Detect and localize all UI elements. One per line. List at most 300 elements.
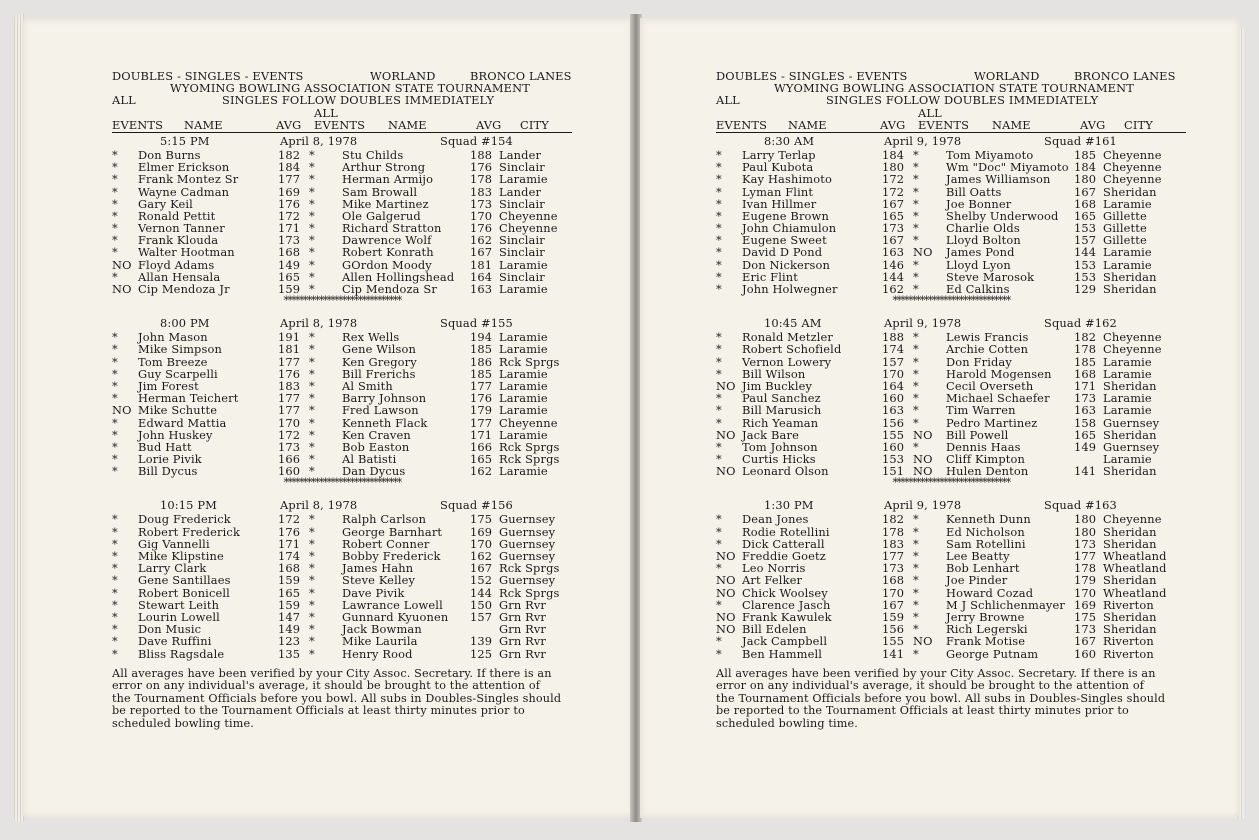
squad-row bbox=[112, 648, 572, 660]
bowler-name-1: Dick Catterall bbox=[742, 536, 825, 551]
bowler-avg-1: 180 bbox=[882, 160, 905, 175]
events-mark-2: * bbox=[913, 184, 919, 199]
bowler-name-2: Cip Mendoza Sr bbox=[342, 282, 437, 296]
bowler-avg-1: 166 bbox=[278, 452, 301, 467]
bowler-avg-2: 170 bbox=[470, 536, 493, 551]
bowler-name-2: Joe Bonner bbox=[946, 196, 1012, 211]
bowler-avg-2: 178 bbox=[1074, 342, 1097, 357]
bowler-name-1: John Holwegner bbox=[742, 282, 838, 296]
bowler-avg-1: 135 bbox=[278, 646, 301, 661]
events-mark-1: * bbox=[112, 452, 118, 467]
events-mark-1: * bbox=[112, 597, 118, 612]
bowler-avg-2: 166 bbox=[470, 439, 493, 454]
bowler-city: Sheridan bbox=[1103, 282, 1157, 296]
events-mark-2: * bbox=[309, 391, 315, 406]
left-page-content bbox=[112, 70, 572, 731]
bowler-avg-1: 160 bbox=[278, 464, 301, 479]
column-header-row bbox=[112, 119, 572, 131]
bowler-avg-2: 152 bbox=[470, 573, 493, 588]
header-tournament: WYOMING BOWLING ASSOCIATION STATE TOURNAMENT bbox=[774, 81, 1134, 96]
bowler-name-2: Lloyd Lyon bbox=[946, 257, 1011, 272]
bowler-name-2: Tim Warren bbox=[946, 403, 1016, 418]
squad-heading bbox=[112, 135, 572, 149]
bowler-avg-1: 149 bbox=[278, 257, 301, 272]
squad-row bbox=[716, 417, 1186, 429]
right-page bbox=[640, 18, 1240, 818]
events-mark-2: * bbox=[913, 609, 919, 624]
bowler-name-1: Larry Clark bbox=[138, 561, 207, 576]
bowler-name-2: Gene Wilson bbox=[342, 342, 417, 357]
squad-row bbox=[716, 513, 1186, 525]
events-mark-2: * bbox=[309, 378, 315, 393]
bowler-name-2: Arthur Strong bbox=[342, 160, 426, 175]
bowler-city: Riverton bbox=[1103, 646, 1154, 661]
bowler-avg-2: 157 bbox=[1074, 233, 1097, 248]
events-mark-2: * bbox=[913, 233, 919, 248]
squad-time: 10:15 PM bbox=[160, 498, 217, 513]
bowler-city: Laramie bbox=[499, 342, 548, 357]
bowler-avg-2: 173 bbox=[1074, 536, 1097, 551]
bowler-name-1: Jack Bare bbox=[742, 427, 799, 442]
bowler-name-2: Lewis Francis bbox=[946, 330, 1029, 345]
bowler-name-1: John Mason bbox=[138, 330, 208, 345]
bowler-avg-2: 181 bbox=[470, 257, 493, 272]
bowler-avg-2: 167 bbox=[470, 561, 493, 576]
bowler-name-1: Stewart Leith bbox=[138, 597, 220, 612]
squad-row bbox=[716, 259, 1186, 271]
events-mark-1: * bbox=[112, 573, 118, 588]
events-mark-2: * bbox=[309, 634, 315, 649]
bowler-avg-1: 167 bbox=[882, 597, 905, 612]
bowler-name-1: John Chiamulon bbox=[742, 221, 837, 236]
bowler-name-1: Guy Scarpelli bbox=[138, 366, 218, 381]
events-mark-1: NO bbox=[716, 464, 736, 479]
bowler-avg-1: 183 bbox=[278, 378, 301, 393]
bowler-name-1: Eugene Brown bbox=[742, 208, 829, 223]
events-mark-1: * bbox=[112, 354, 118, 369]
bowler-city: Laramie bbox=[1103, 403, 1152, 418]
bowler-name-1: Leonard Olson bbox=[742, 464, 829, 479]
events-mark-2: * bbox=[913, 597, 919, 612]
bowler-city: Sinclair bbox=[499, 245, 545, 260]
bowler-name-1: Robert Schofield bbox=[742, 342, 842, 357]
bowler-name-1: Frank Klouda bbox=[138, 233, 219, 248]
bowler-avg-1: 167 bbox=[882, 196, 905, 211]
bowler-name-1: Walter Hootman bbox=[138, 245, 235, 260]
squad-heading bbox=[112, 499, 572, 513]
bowler-name-2: Pedro Martinez bbox=[946, 415, 1038, 430]
events-mark-2: * bbox=[913, 549, 919, 563]
events-mark-2: * bbox=[913, 646, 919, 661]
bowler-avg-2: 165 bbox=[1074, 427, 1097, 442]
bowler-name-1: Lorie Pivik bbox=[138, 452, 202, 467]
bowler-name-1: Ivan Hillmer bbox=[742, 196, 817, 211]
events-mark-1: * bbox=[112, 378, 118, 393]
bowler-avg-1: 172 bbox=[882, 184, 905, 199]
bowler-avg-1: 177 bbox=[278, 391, 301, 406]
right-page-content bbox=[716, 70, 1186, 731]
squad-date: April 9, 1978 bbox=[884, 133, 962, 148]
bowler-avg-1: 177 bbox=[882, 549, 905, 563]
bowler-avg-2: 139 bbox=[470, 634, 493, 649]
bowler-name-2: Al Batisti bbox=[342, 452, 397, 467]
squad-row bbox=[112, 343, 572, 355]
bowler-avg-2: 184 bbox=[1074, 160, 1097, 175]
bowler-city: Grn Rvr bbox=[499, 622, 547, 637]
bowler-name-2: M J Schlichenmayer bbox=[946, 597, 1065, 612]
squad-row bbox=[112, 283, 572, 295]
bowler-avg-2: 153 bbox=[1074, 221, 1097, 236]
events-mark-2: * bbox=[913, 172, 919, 187]
bowler-avg-1: 178 bbox=[882, 524, 905, 539]
squad-date: April 8, 1978 bbox=[280, 498, 358, 513]
bowler-name-1: Floyd Adams bbox=[138, 257, 215, 272]
events-mark-2: * bbox=[309, 366, 315, 381]
bowler-name-1: David D Pond bbox=[742, 245, 823, 260]
squad-row bbox=[716, 186, 1186, 198]
squad-row bbox=[716, 343, 1186, 355]
events-mark-1: * bbox=[112, 221, 118, 236]
events-mark-2: NO bbox=[913, 245, 933, 260]
squad-row bbox=[716, 648, 1186, 660]
bowler-city: Laramie bbox=[499, 282, 548, 296]
bowler-avg-1: 155 bbox=[882, 634, 905, 649]
bowler-name-2: Ed Nicholson bbox=[946, 524, 1025, 539]
bowler-avg-2: 179 bbox=[470, 403, 493, 418]
bowler-name-2: James Williamson bbox=[946, 172, 1051, 187]
column-header-row-top bbox=[716, 107, 1186, 119]
bowler-avg-2: 157 bbox=[470, 609, 493, 624]
events-mark-1: * bbox=[112, 391, 118, 406]
bowler-name-2: Howard Cozad bbox=[946, 585, 1034, 600]
bowler-avg-1: 173 bbox=[882, 561, 905, 576]
events-mark-1: * bbox=[716, 184, 722, 199]
bowler-name-1: Curtis Hicks bbox=[742, 452, 816, 467]
bowler-avg-1: 165 bbox=[882, 208, 905, 223]
bowler-avg-1: 164 bbox=[882, 378, 905, 393]
events-mark-1: * bbox=[716, 439, 722, 454]
events-mark-1: * bbox=[112, 208, 118, 223]
bowler-avg-1: 169 bbox=[278, 184, 301, 199]
bowler-city: Laramie bbox=[1103, 257, 1152, 272]
events-mark-2: * bbox=[309, 208, 315, 223]
squad-number: Squad #156 bbox=[440, 498, 513, 513]
events-mark-2: * bbox=[913, 257, 919, 272]
bowler-name-2: James Pond bbox=[946, 245, 1015, 260]
bowler-name-2: Kenneth Flack bbox=[342, 415, 428, 430]
bowler-name-1: Ben Hammell bbox=[742, 646, 823, 661]
bowler-city: Rck Sprgs bbox=[499, 561, 560, 576]
bowler-name-1: Don Music bbox=[138, 622, 202, 637]
squad-time: 8:00 PM bbox=[160, 316, 210, 331]
bowler-avg-1: 182 bbox=[882, 512, 905, 527]
bowler-city: Laramie bbox=[1103, 452, 1152, 467]
bowler-avg-1: 184 bbox=[278, 160, 301, 175]
bowler-name-1: Tom Breeze bbox=[138, 354, 208, 369]
column-name-1: NAME bbox=[184, 117, 223, 132]
events-mark-1: * bbox=[716, 354, 722, 369]
events-mark-2: NO bbox=[913, 452, 933, 467]
bowler-city: Grn Rvr bbox=[499, 609, 547, 624]
bowler-name-2: Cecil Overseth bbox=[946, 378, 1034, 393]
bowler-avg-2: 169 bbox=[470, 524, 493, 539]
bowler-name-2: Stu Childs bbox=[342, 147, 404, 162]
header-rule bbox=[716, 132, 1186, 133]
bowler-name-1: Mike Schutte bbox=[138, 403, 218, 418]
events-mark-1: * bbox=[716, 634, 722, 649]
column-events-1: EVENTS bbox=[112, 117, 164, 132]
events-mark-2: * bbox=[309, 415, 315, 430]
bowler-name-1: Gary Keil bbox=[138, 196, 193, 211]
bowler-city: Sheridan bbox=[1103, 269, 1157, 284]
bowler-city: Cheyenne bbox=[1103, 330, 1162, 345]
bowler-name-1: Dean Jones bbox=[742, 512, 809, 527]
bowler-name-1: Kay Hashimoto bbox=[742, 172, 832, 187]
bowler-avg-1: 165 bbox=[278, 269, 301, 284]
squad-heading bbox=[112, 317, 572, 331]
bowler-name-2: Robert Conner bbox=[342, 536, 430, 551]
events-mark-2: * bbox=[913, 221, 919, 236]
events-mark-2: * bbox=[309, 573, 315, 588]
bowler-avg-2: 153 bbox=[1074, 257, 1097, 272]
column-events-1: EVENTS bbox=[716, 117, 768, 132]
bowler-city: Gillette bbox=[1103, 233, 1147, 248]
bowler-avg-1: 159 bbox=[278, 282, 301, 296]
bowler-city: Rck Sprgs bbox=[499, 452, 560, 467]
bowler-avg-1: 174 bbox=[882, 342, 905, 357]
bowler-avg-2: 173 bbox=[1074, 391, 1097, 406]
bowler-avg-1: 170 bbox=[882, 585, 905, 600]
bowler-avg-2: 149 bbox=[1074, 439, 1097, 454]
bowler-name-1: Lyman Flint bbox=[742, 184, 814, 199]
events-mark-1: NO bbox=[716, 573, 736, 588]
bowler-name-1: Mike Klipstine bbox=[138, 549, 224, 563]
events-mark-2: * bbox=[309, 330, 315, 345]
bowler-avg-1: 159 bbox=[882, 609, 905, 624]
bowler-name-2: Ken Craven bbox=[342, 427, 411, 442]
events-mark-1: * bbox=[716, 391, 722, 406]
events-mark-1: * bbox=[716, 415, 722, 430]
bowler-name-2: Mike Laurila bbox=[342, 634, 418, 649]
bowler-city: Guernsey bbox=[499, 536, 556, 551]
column-all-2: ALL bbox=[314, 105, 338, 120]
events-mark-1: * bbox=[716, 524, 722, 539]
squad-time: 1:30 PM bbox=[764, 498, 814, 513]
squad-row bbox=[716, 635, 1186, 647]
squad-date: April 9, 1978 bbox=[884, 498, 962, 513]
bowler-name-1: Don Burns bbox=[138, 147, 201, 162]
bowler-avg-2: 179 bbox=[1074, 573, 1097, 588]
bowler-name-1: Gene Santillaes bbox=[138, 573, 231, 588]
events-mark-1: * bbox=[112, 342, 118, 357]
bowler-city: Grn Rvr bbox=[499, 634, 547, 649]
bowler-name-1: Paul Sanchez bbox=[742, 391, 821, 406]
bowler-name-2: Archie Cotten bbox=[946, 342, 1029, 357]
bowler-avg-2: 182 bbox=[1074, 330, 1097, 345]
bowler-city: Guernsey bbox=[1103, 439, 1160, 454]
squad-row bbox=[112, 587, 572, 599]
bowler-avg-1: 170 bbox=[278, 415, 301, 430]
bowler-avg-2: 176 bbox=[470, 160, 493, 175]
squad-number: Squad #155 bbox=[440, 316, 513, 331]
bowler-avg-2: 144 bbox=[470, 585, 493, 600]
bowler-avg-2: 170 bbox=[470, 208, 493, 223]
events-mark-1: * bbox=[112, 561, 118, 576]
bowler-name-2: Dawrence Wolf bbox=[342, 233, 432, 248]
bowler-name-2: Ole Galgerud bbox=[342, 208, 421, 223]
events-mark-1: * bbox=[112, 439, 118, 454]
squad-number: Squad #161 bbox=[1044, 133, 1117, 148]
bowler-name-1: John Huskey bbox=[138, 427, 213, 442]
bowler-avg-1: 168 bbox=[278, 561, 301, 576]
bowler-name-1: Jim Forest bbox=[138, 378, 199, 393]
bowler-city: Wheatland bbox=[1103, 561, 1167, 576]
bowler-name-2: Ed Calkins bbox=[946, 282, 1010, 296]
bowler-avg-1: 146 bbox=[882, 257, 905, 272]
bowler-name-1: Larry Terlap bbox=[742, 147, 816, 162]
bowler-avg-1: 176 bbox=[278, 524, 301, 539]
bowler-name-2: Fred Lawson bbox=[342, 403, 419, 418]
events-mark-1: * bbox=[716, 282, 722, 296]
bowler-city: Sheridan bbox=[1103, 524, 1157, 539]
bowler-name-2: Hulen Denton bbox=[946, 464, 1029, 479]
averages-notice: All averages have been verified by your City Assoc. Secretary. If there is an error on any individual's average, it should be brought to the attention of the Tournament Officials before you bowl. All subs in Doubles-Singles should be reported to the Tournament Officials at least thirty minutes prior to scheduled bowling time. bbox=[716, 666, 1166, 731]
bowler-name-1: Art Felker bbox=[742, 573, 803, 588]
bowler-city: Sinclair bbox=[499, 269, 545, 284]
events-mark-1: * bbox=[716, 257, 722, 272]
events-mark-1: * bbox=[716, 366, 722, 381]
squad-heading bbox=[716, 317, 1186, 331]
bowler-city: Guernsey bbox=[499, 573, 556, 588]
squad-heading bbox=[716, 135, 1186, 149]
column-header-row bbox=[716, 119, 1186, 131]
column-avg-2: AVG bbox=[476, 117, 502, 132]
bowler-avg-2: 186 bbox=[470, 354, 493, 369]
squad-date: April 8, 1978 bbox=[280, 316, 358, 331]
events-mark-2: * bbox=[913, 391, 919, 406]
events-mark-2: * bbox=[309, 561, 315, 576]
bowler-name-1: Jim Buckley bbox=[742, 378, 813, 393]
events-mark-1: * bbox=[112, 233, 118, 248]
bowler-city: Gillette bbox=[1103, 221, 1147, 236]
column-city: CITY bbox=[1124, 117, 1153, 132]
bowler-city: Laramie bbox=[1103, 196, 1152, 211]
events-mark-2: * bbox=[309, 282, 315, 296]
events-mark-2: * bbox=[309, 512, 315, 527]
bowler-avg-2: 167 bbox=[1074, 634, 1097, 649]
events-mark-1: * bbox=[716, 208, 722, 223]
bowler-name-2: Rich Legerski bbox=[946, 622, 1028, 637]
events-mark-2: * bbox=[913, 342, 919, 357]
events-mark-2: * bbox=[913, 147, 919, 162]
bowler-avg-1: 170 bbox=[882, 366, 905, 381]
bowler-name-1: Paul Kubota bbox=[742, 160, 814, 175]
bowler-city: Cheyenne bbox=[499, 221, 558, 236]
bowler-avg-2: 177 bbox=[470, 378, 493, 393]
bowler-name-1: Don Nickerson bbox=[742, 257, 831, 272]
bowler-avg-2: 162 bbox=[470, 233, 493, 248]
bowler-avg-2: 185 bbox=[470, 342, 493, 357]
events-mark-1: NO bbox=[716, 549, 736, 563]
bowler-name-1: Tom Johnson bbox=[742, 439, 818, 454]
bowler-city: Laramie bbox=[499, 257, 548, 272]
bowler-avg-2: 180 bbox=[1074, 172, 1097, 187]
bowler-avg-2: 185 bbox=[470, 366, 493, 381]
events-mark-1: * bbox=[112, 585, 118, 600]
events-mark-1: * bbox=[112, 196, 118, 211]
bowler-city: Sheridan bbox=[1103, 622, 1157, 637]
bowler-name-1: Elmer Erickson bbox=[138, 160, 230, 175]
events-mark-1: * bbox=[716, 330, 722, 345]
squad-row bbox=[716, 356, 1186, 368]
header-lanes: BRONCO LANES bbox=[1074, 69, 1176, 83]
bowler-avg-2: 129 bbox=[1074, 282, 1097, 296]
events-mark-1: NO bbox=[716, 427, 736, 442]
events-mark-2: * bbox=[913, 208, 919, 223]
bowler-city: Rck Sprgs bbox=[499, 585, 560, 600]
bowler-name-2: Richard Stratton bbox=[342, 221, 442, 236]
bowler-city: Cheyenne bbox=[1103, 160, 1162, 175]
averages-notice: All averages have been verified by your City Assoc. Secretary. If there is an error on any individual's average, it should be brought to the attention of the Tournament Officials before you bowl. All subs in Doubles-Singles should be reported to the Tournament Officials at least thirty minutes prior to scheduled bowling time. bbox=[112, 666, 562, 731]
header-line-3 bbox=[112, 94, 572, 106]
bowler-name-2: Jerry Browne bbox=[946, 609, 1025, 624]
events-mark-1: * bbox=[716, 512, 722, 527]
bowler-avg-1: 157 bbox=[882, 354, 905, 369]
events-mark-2: * bbox=[913, 378, 919, 393]
bowler-avg-2: 173 bbox=[1074, 622, 1097, 637]
events-mark-1: * bbox=[112, 464, 118, 479]
squad-row bbox=[716, 526, 1186, 538]
events-mark-1: NO bbox=[716, 622, 736, 637]
bowler-avg-1: 156 bbox=[882, 415, 905, 430]
bowler-avg-2: 162 bbox=[470, 549, 493, 563]
events-mark-1: * bbox=[716, 536, 722, 551]
bowler-avg-1: 184 bbox=[882, 147, 905, 162]
squad-row bbox=[716, 574, 1186, 586]
bowler-avg-2: 153 bbox=[1074, 269, 1097, 284]
squad-row bbox=[112, 259, 572, 271]
bowler-name-2: Steve Marosok bbox=[946, 269, 1035, 284]
bowler-avg-1: 163 bbox=[882, 245, 905, 260]
bowler-avg-1: 176 bbox=[278, 366, 301, 381]
header-location: WORLAND bbox=[370, 69, 436, 83]
events-mark-1: * bbox=[112, 512, 118, 527]
events-mark-2: * bbox=[309, 184, 315, 199]
bowler-name-2: Cliff Kimpton bbox=[946, 452, 1026, 467]
bowler-avg-2: 144 bbox=[1074, 245, 1097, 260]
bowler-avg-1: 149 bbox=[278, 622, 301, 637]
bowler-avg-2: 171 bbox=[470, 427, 493, 442]
events-mark-1: * bbox=[112, 634, 118, 649]
bowler-name-1: Robert Frederick bbox=[138, 524, 241, 539]
events-mark-2: NO bbox=[913, 427, 933, 442]
bowler-avg-1: 172 bbox=[278, 208, 301, 223]
events-mark-2: NO bbox=[913, 464, 933, 479]
bowler-avg-1: 151 bbox=[882, 464, 905, 479]
column-header-row-top bbox=[112, 107, 572, 119]
bowler-name-2: Bob Lenhart bbox=[946, 561, 1020, 576]
bowler-name-1: Bill Marusich bbox=[742, 403, 822, 418]
events-mark-2: * bbox=[913, 196, 919, 211]
bowler-avg-2: 165 bbox=[470, 452, 493, 467]
bowler-name-2: James Hahn bbox=[342, 561, 414, 576]
events-mark-1: * bbox=[112, 609, 118, 624]
bowler-city: Wheatland bbox=[1103, 549, 1167, 563]
squad-row bbox=[112, 246, 572, 258]
bowler-avg-1: 172 bbox=[278, 427, 301, 442]
events-mark-1: NO bbox=[716, 585, 736, 600]
squad-separator-stars: ****************************** bbox=[892, 476, 1010, 490]
